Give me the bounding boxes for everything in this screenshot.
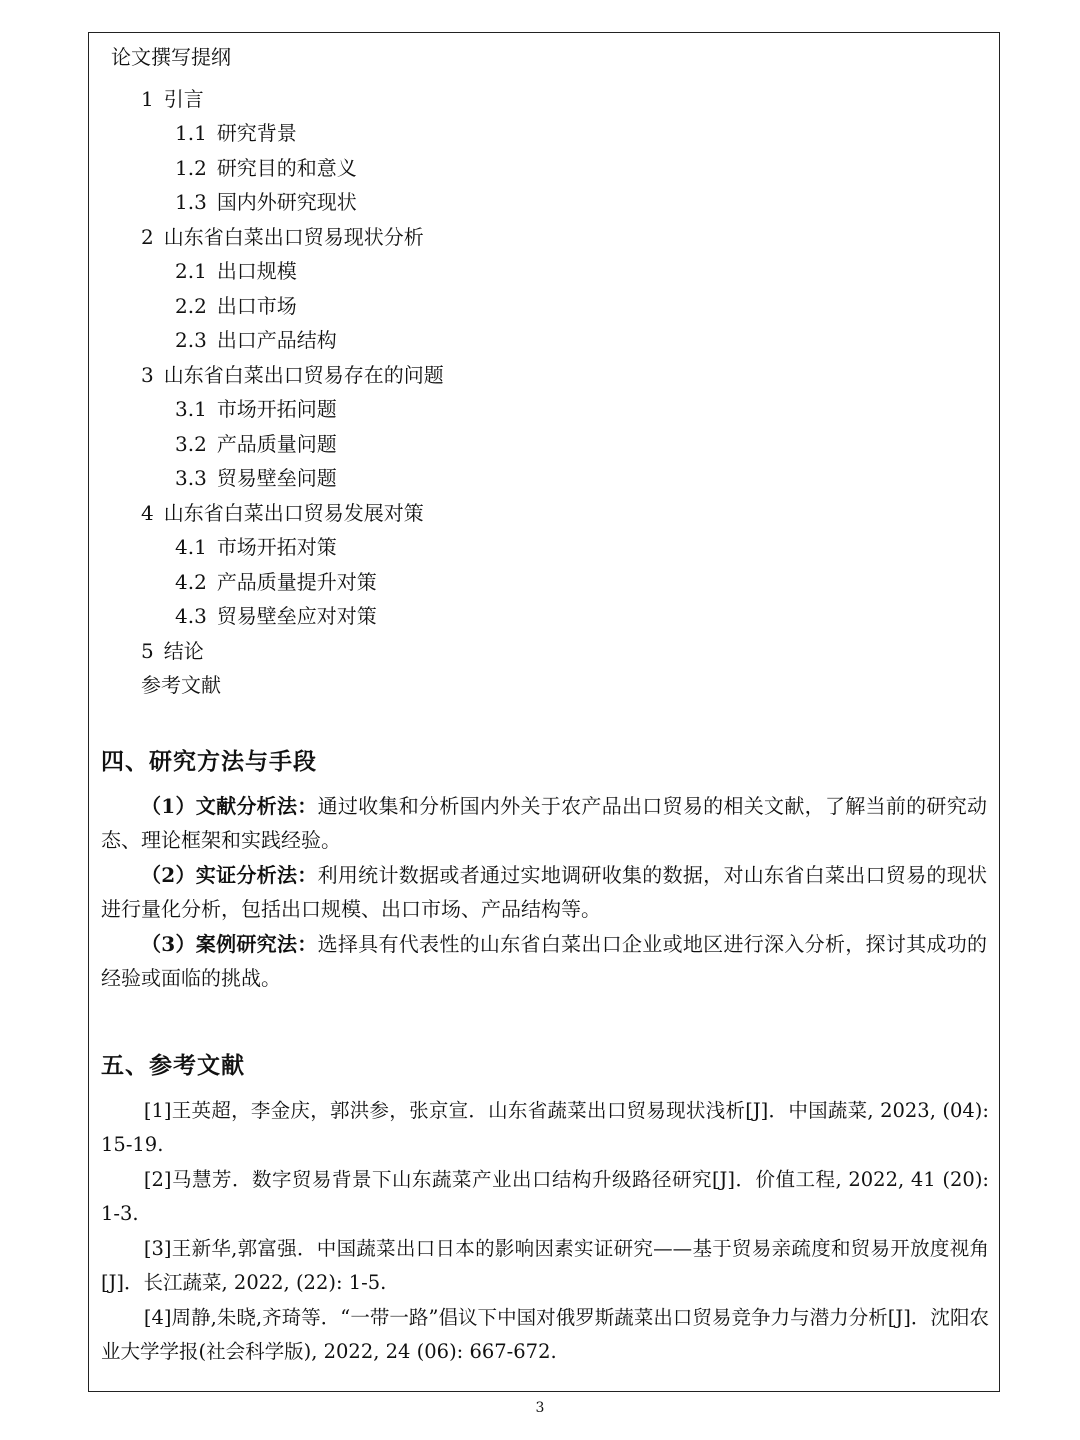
outline-item: 4.3 贸易壁垒应对对策 <box>175 604 377 628</box>
methods-section-title: 四、研究方法与手段 <box>101 748 317 775</box>
outline-item: 参考文献 <box>141 673 221 697</box>
outline-item: 2 山东省白菜出口贸易现状分析 <box>141 225 424 249</box>
outline-item: 2.2 出口市场 <box>175 294 297 318</box>
reference-item: [4]周静,朱晓,齐琦等．“一带一路”倡议下中国对俄罗斯蔬菜出口贸易竞争力与潜力分析[J]．沈阳农业大学学报(社会科学版), 2022, 24 (06): 667-672. <box>101 1306 989 1363</box>
method-paragraph: （1）文献分析法：通过收集和分析国内外关于农产品出口贸易的相关文献，了解当前的研究动态、理论框架和实践经验。 <box>101 794 988 852</box>
outline-item: 3.3 贸易壁垒问题 <box>175 466 337 490</box>
outline-item: 1.3 国内外研究现状 <box>175 190 357 214</box>
reference-item: [2]马慧芳．数字贸易背景下山东蔬菜产业出口结构升级路径研究[J]．价值工程, 2022, 41 (20): 1-3. <box>101 1168 989 1225</box>
outline-item: 1.2 研究目的和意义 <box>175 156 357 180</box>
outline-item: 3.1 市场开拓问题 <box>175 397 337 421</box>
references-section-title: 五、参考文献 <box>101 1052 245 1079</box>
document-frame <box>88 32 1000 1392</box>
outline-item: 4.1 市场开拓对策 <box>175 535 337 559</box>
outline-item: 4 山东省白菜出口贸易发展对策 <box>141 501 424 525</box>
outline-item: 5 结论 <box>141 639 204 663</box>
reference-item: [3]王新华,郭富强．中国蔬菜出口日本的影响因素实证研究——基于贸易亲疏度和贸易开放度视角 [J]．长江蔬菜, 2022, (22): 1-5. <box>101 1237 989 1294</box>
outline-title: 论文撰写提纲 <box>111 45 231 69</box>
page-number: 3 <box>535 1400 545 1416</box>
outline-item: 2.1 出口规模 <box>175 259 297 283</box>
outline-item: 2.3 出口产品结构 <box>175 328 337 352</box>
outline-item: 4.2 产品质量提升对策 <box>175 570 377 594</box>
method-paragraph: （3）案例研究法：选择具有代表性的山东省白菜出口企业或地区进行深入分析，探讨其成功的经验或面临的挑战。 <box>101 932 988 990</box>
reference-item: [1]王英超，李金庆，郭洪参，张京宣．山东省蔬菜出口贸易现状浅析[J]．中国蔬菜, 2023, (04): 15-19. <box>101 1099 989 1156</box>
outline-item: 3.2 产品质量问题 <box>175 432 337 456</box>
outline-item: 3 山东省白菜出口贸易存在的问题 <box>141 363 444 387</box>
outline-item: 1 引言 <box>141 87 204 111</box>
method-paragraph: （2）实证分析法：利用统计数据或者通过实地调研收集的数据，对山东省白菜出口贸易的现状进行量化分析，包括出口规模、出口市场、产品结构等。 <box>101 863 988 921</box>
outline-item: 1.1 研究背景 <box>175 121 297 145</box>
